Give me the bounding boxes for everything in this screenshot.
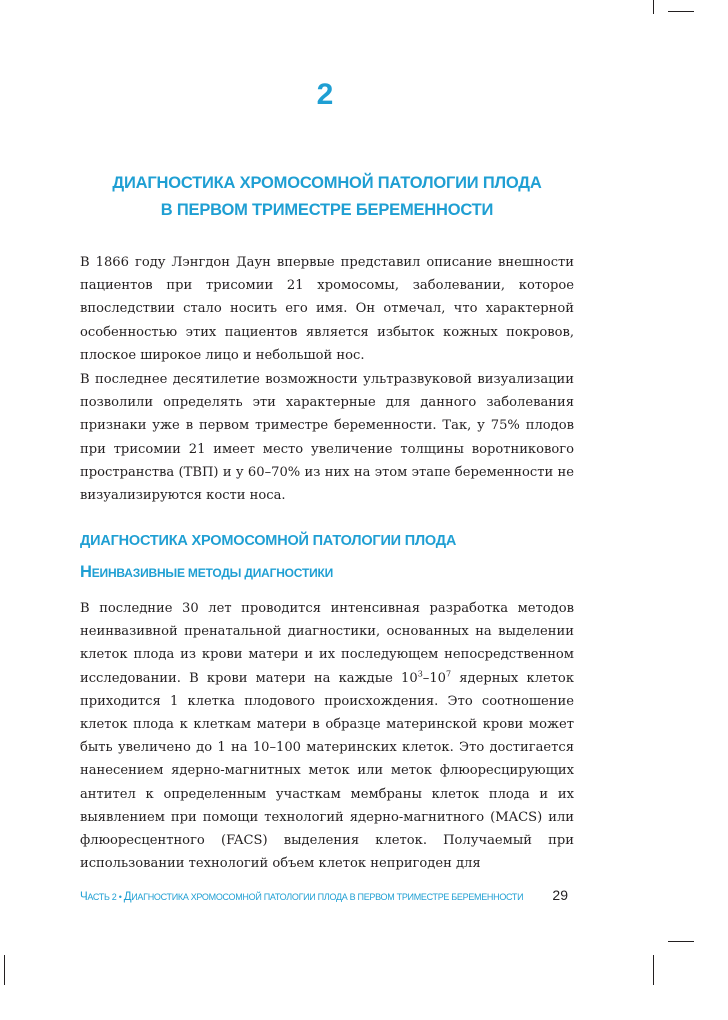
paragraph-3-part-2: –10 [422,670,447,686]
running-footer [80,887,574,905]
chapter-number-text: 2 [316,78,334,111]
footer-bullet: • [116,892,124,902]
chapter-number [0,78,650,112]
running-footer-title [80,891,523,903]
section-subheading-initial: Н [80,563,92,581]
paragraph-3-superscript-2: 7 [446,669,452,679]
section-subheading-rest: ЕИНВАЗИВНЫЕ МЕТОДЫ ДИАГНОСТИКИ [91,566,334,580]
section-heading: ДИАГНОСТИКА ХРОМОСОМНОЙ ПАТОЛОГИИ ПЛОДА [80,533,457,549]
paragraph-3-part-1: В последние 30 лет проводится интенсивная разработка методов неинвазивной пренатальной диагностики, основанных на выделении клеток плода из крови матери и их последующем непосредственном исследовании. В крови матери на каждые 10 [80,601,574,686]
chapter-title-line-1: ДИАГНОСТИКА ХРОМОСОМНОЙ ПАТОЛОГИИ ПЛОДА [112,174,542,192]
crop-mark-top-right-horizontal [668,11,694,12]
footer-title-initial: Д [123,891,132,903]
crop-mark-bottom-right-horizontal [668,941,694,942]
paragraph-2: В последнее десятилетие возможности ультразвуковой визуализации позволили определять эти характерные для данного заболевания признаки уже в первом триместре беременности. Так, у 75% плодов при трисомии 21 имеет место увеличение толщины воротникового пространства (ТВП) и у 60–70% из них на этом этапе беременности не визуализируются кости носа. [80,372,574,504]
paragraph-3-part-3: ядерных клеток приходится 1 клетка плодового происхождения. Это соотношение клеток плода к клеткам матери в образце материнской крови может быть увеличено до 1 на 10–100 материнских клеток. Это достигается нанесением ядерно-магнитных меток или меток флюоресцирующих антител к определенным участкам мембраны клеток плода и их выявлением при помощи технологий ядерно-магнитного (MACS) или флюоресцентного (FACS) выделения клеток. Получаемый при использовании технологий объем клеток непригоден для [80,670,575,872]
paragraph-1: В 1866 году Лэнгдон Даун впервые представил описание внешности пациентов при трисомии 21 хромосомы, заболевании, которое впоследствии стало носить его имя. Он отмечал, что характерной особенностью этих пациентов является избыток кожных покровов, плоское широкое лицо и небольшой нос. [80,255,574,363]
chapter-title [80,170,574,224]
section-subheading [80,563,574,582]
footer-part-rest: АСТЬ 2 [87,892,117,902]
crop-mark-bottom-left-vertical [4,955,5,985]
paragraph-3-superscript-1: 3 [417,669,423,679]
crop-mark-top-right-vertical [653,0,654,14]
page-number: 29 [552,887,568,903]
footer-title-rest: ИАГНОСТИКА ХРОМОСОМНОЙ ПАТОЛОГИИ ПЛОДА В ПЕРВОМ ТРИМЕСТРЕ БЕРЕМЕННОСТИ [131,892,524,902]
paragraph-3 [80,597,574,875]
crop-mark-bottom-right-vertical [653,955,654,985]
chapter-title-line-2: В ПЕРВОМ ТРИМЕСТРЕ БЕРЕМЕННОСТИ [160,201,494,219]
footer-part-initial: Ч [80,891,88,903]
